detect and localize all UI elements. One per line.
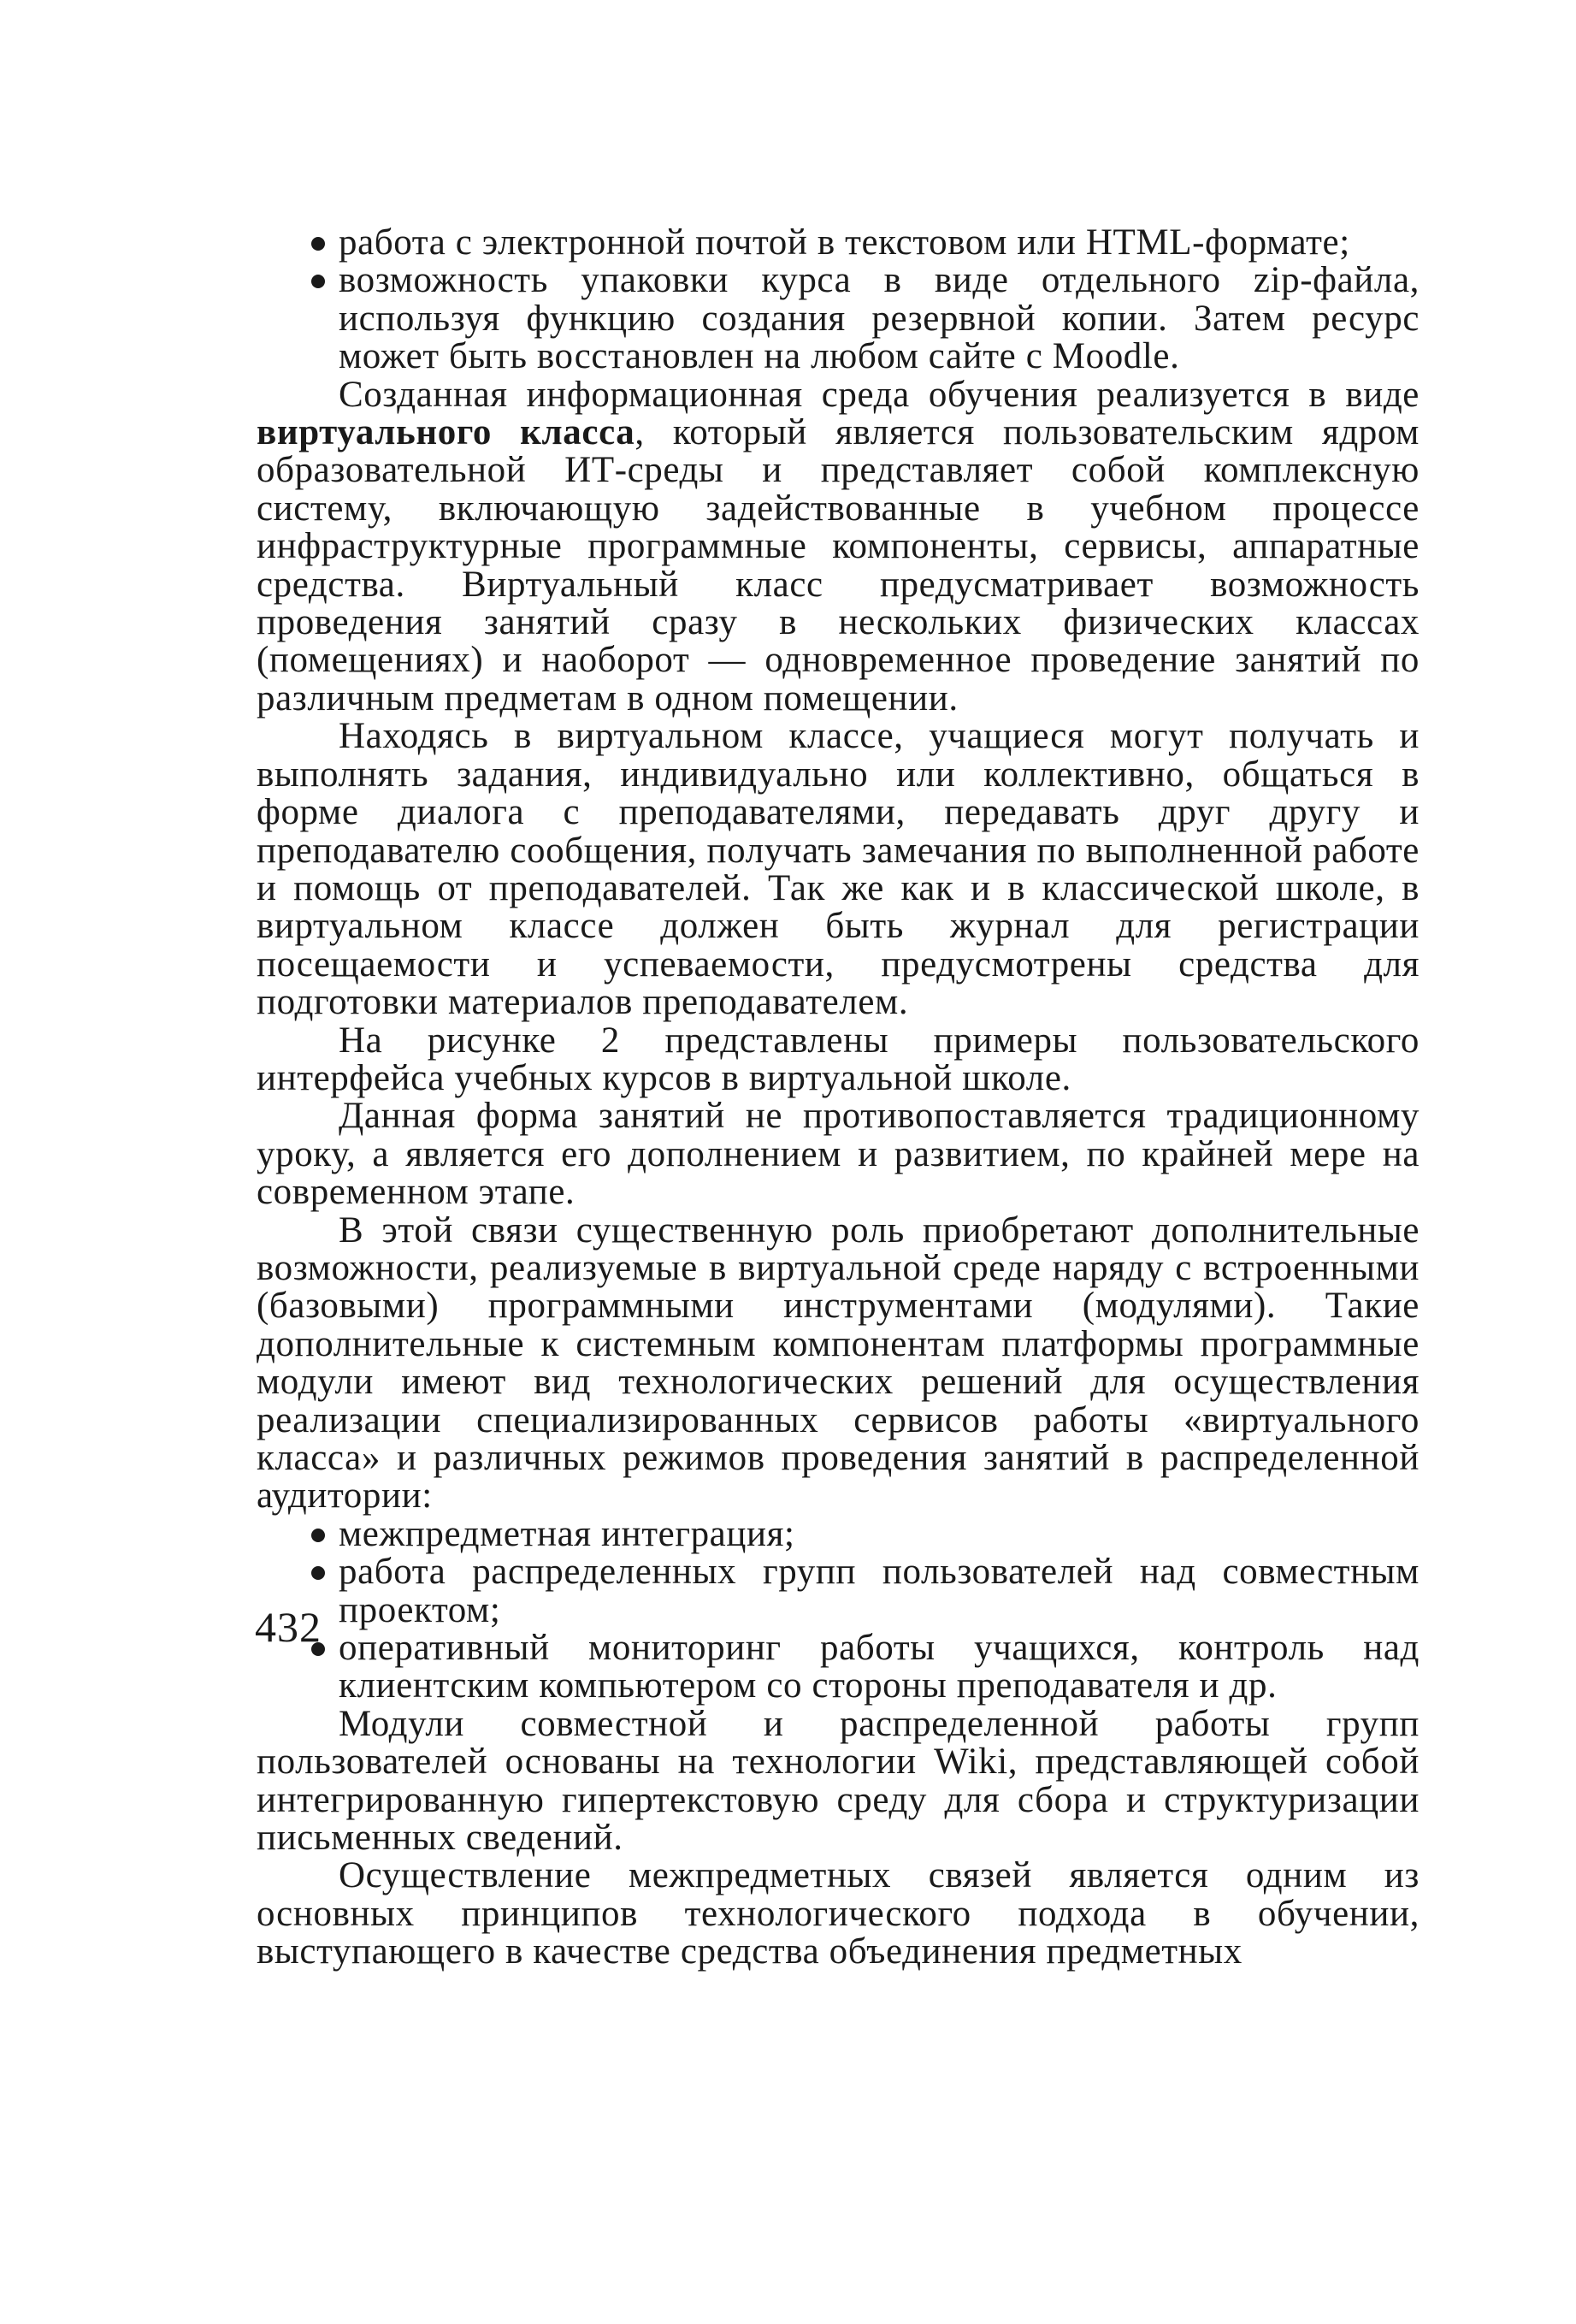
bullet-text: межпредметная интеграция; (339, 1513, 795, 1554)
paragraph: Находясь в виртуальном классе, учащиеся могут получать и выполнять задания, индивидуально или коллективно, общаться в форме диалога с преподавателями, передавать друг другу и преподавателю сообщения, получать замечания по выполненной работе и помощь от преподавателей. Так же как и в классической школе, в виртуальном классе должен быть журнал для регистрации посещаемости и успеваемости, предусмотрены средства для подготовки материалов преподавателем. (257, 716, 1420, 1023)
paragraph (257, 376, 1420, 718)
page-number: 432 (255, 1603, 322, 1651)
paragraph: Модули совместной и распределенной работы групп пользователей основаны на технологии Wiki, представляющей собой интегрированную гипертекстовую среду для сбора и структуризации письменных сведений. (257, 1703, 1420, 1859)
bullet-item (257, 262, 1420, 376)
bullet-dot-icon (311, 1566, 325, 1580)
bullet-item (257, 1553, 1420, 1629)
bullet-text: работа с электронной почтой в текстовом или HTML-формате; (339, 222, 1350, 263)
paragraph-text-end: , который является пользовательским ядром образовательной ИТ-среды и представляет собой комплексную систему, включающую задействованные в учебном процессе инфраструктурные программные компоненты, сервисы, аппаратные средства. Виртуальный класс предусматривает возможность проведения занятий сразу в нескольких физических классах (помещениях) и наоборот — одновременное проведение занятий по различным предметам в одном помещении. (257, 412, 1420, 718)
bullet-dot-icon (311, 237, 325, 251)
bullet-item (257, 224, 1420, 262)
bullet-text: оперативный мониторинг работы учащихся, контроль над клиентским компьютером со стороны преподавателя и др. (339, 1628, 1420, 1706)
paragraph: В этой связи существенную роль приобретают дополнительные возможности, реализуемые в виртуальной среде наряду с встроенными (базовыми) программными инструментами (модулями). Такие дополнительные к системным компонентам платформы программные модули имеют вид технологических решений для осуществления реализации специализированных сервисов работы «виртуального класса» и различных режимов проведения занятий в распределенной аудитории: (257, 1209, 1420, 1517)
paragraph: Данная форма занятий не противопоставляется традиционному уроку, а является его дополнением и развитием, по крайней мере на современном этапе. (257, 1096, 1420, 1213)
paragraph: Осуществление межпредметных связей является одним из основных принципов технологического подхода в обучении, выступающего в качестве средства объединения предметных (257, 1855, 1420, 1972)
bullet-dot-icon (311, 275, 325, 288)
bullet-dot-icon (311, 1529, 325, 1542)
paragraph-text-start: Созданная информационная среда обучения реализуется в виде (339, 374, 1420, 415)
bullet-text: возможность упаковки курса в виде отдельного zip-файла, используя функцию создания резервной копии. Затем ресурс может быть восстановлен на любом сайте с Moodle. (339, 260, 1420, 377)
bold-term: виртуального класса (257, 412, 635, 453)
bullet-item (257, 1629, 1420, 1706)
bullet-item (257, 1513, 1420, 1554)
bullet-text: работа распределенных групп пользователей над совместным проектом; (339, 1552, 1420, 1630)
paragraph: На рисунке 2 представлены примеры пользовательского интерфейса учебных курсов в виртуальной школе. (257, 1020, 1420, 1098)
page-body-text (257, 224, 1420, 1972)
